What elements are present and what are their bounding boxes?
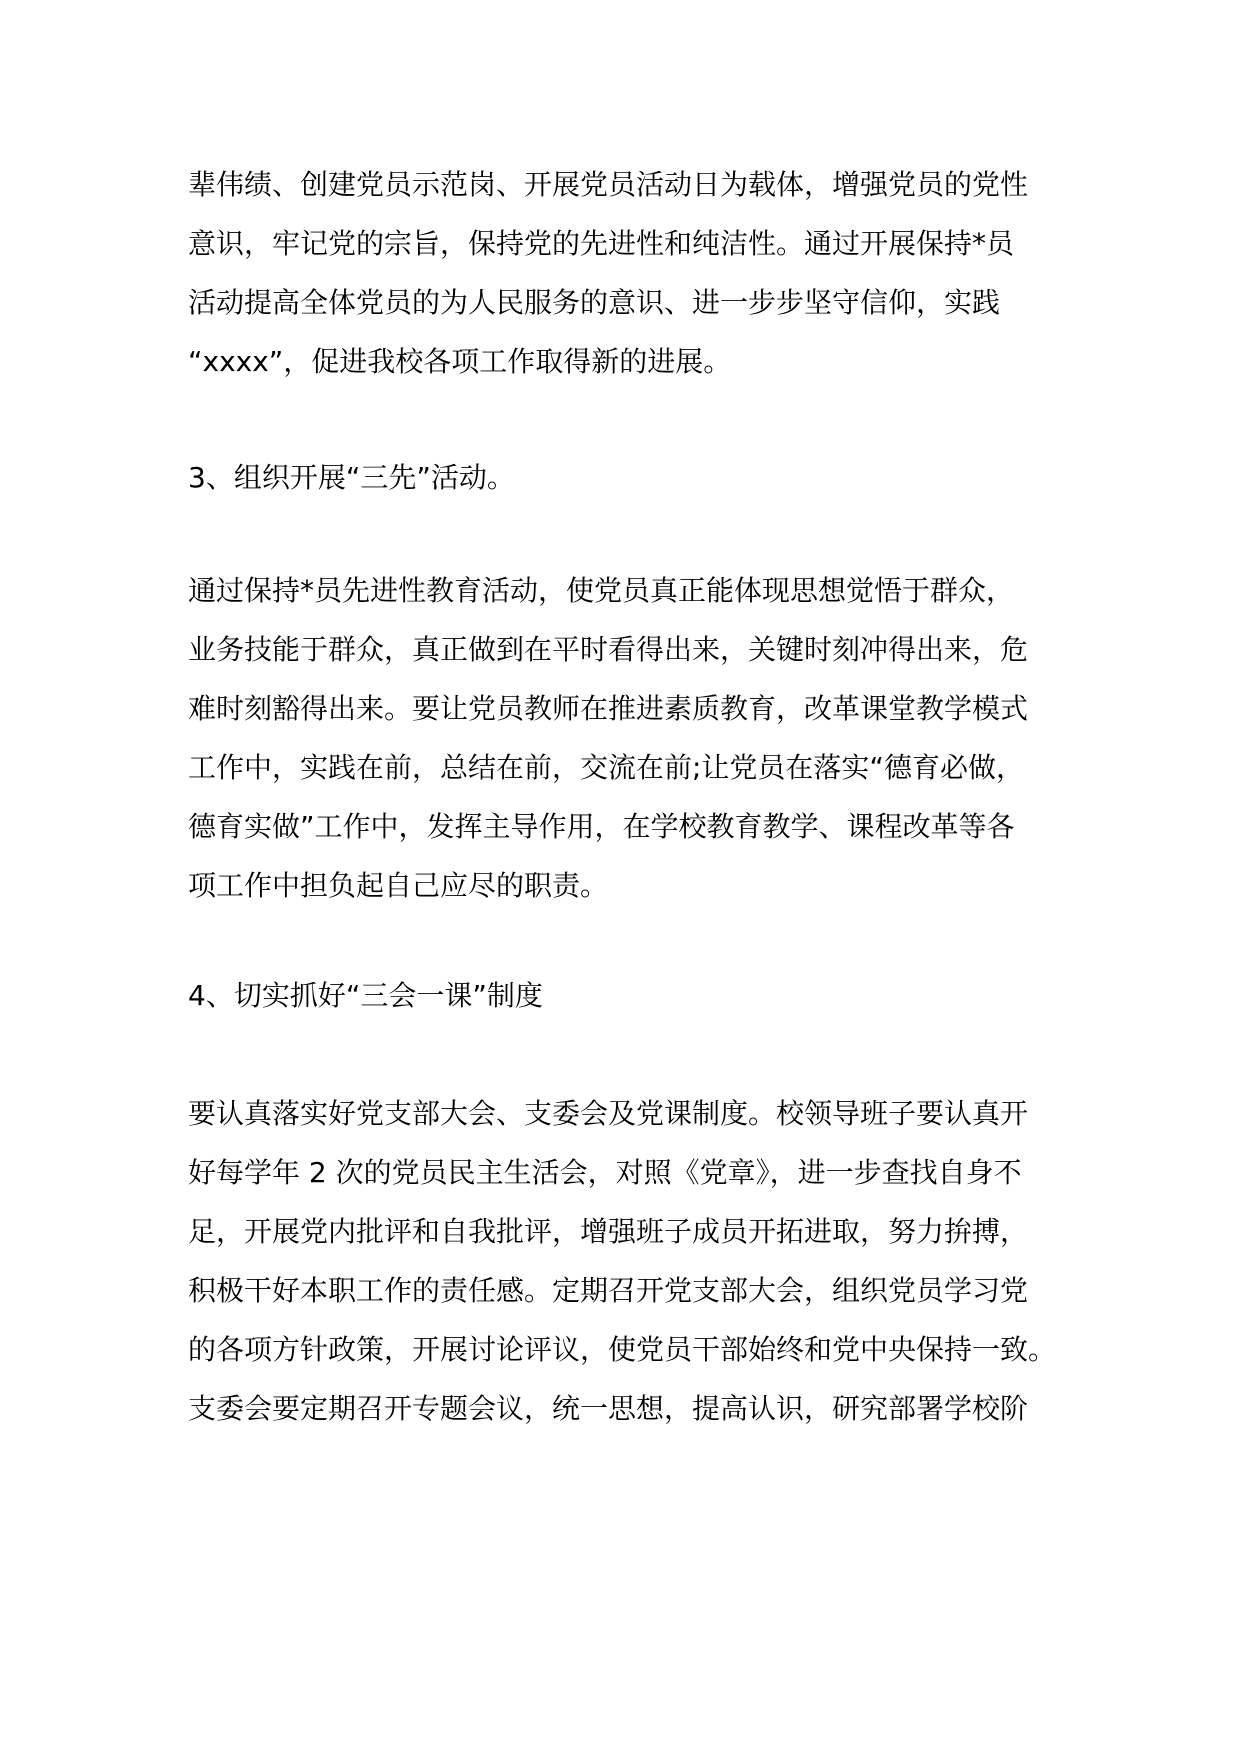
- paragraph-line: 足，开展党内批评和自我批评，增强班子成员开拓进取，努力拚搏，: [188, 1215, 1029, 1248]
- paragraph-line: 好每学年 2 次的党员民主生活会，对照《党章》，进一步查找自身不: [188, 1156, 1022, 1189]
- heading-text: 4、切实抓好“三会一课”制度: [188, 979, 543, 1012]
- heading-text: 3、组织开展“三先”活动。: [188, 461, 515, 494]
- paragraph-line: 德育实做”工作中，发挥主导作用，在学校教育教学、课程改革等各: [188, 810, 1015, 843]
- paragraph-line: 辈伟绩、创建党员示范岗、开展党员活动日为载体，增强党员的党性: [188, 168, 1029, 201]
- paragraph-line: 支委会要定期召开专题会议，统一思想，提高认识，研究部署学校阶: [188, 1392, 1029, 1425]
- paragraph-line: 业务技能于群众，真正做到在平时看得出来，关键时刻冲得出来，危: [188, 633, 1029, 666]
- paragraph-line: 难时刻豁得出来。要让党员教师在推进素质教育，改革课堂教学模式: [188, 692, 1029, 725]
- paragraph-line: 活动提高全体党员的为人民服务的意识、进一步步坚守信仰，实践: [188, 286, 1001, 319]
- paragraph-line: 工作中，实践在前，总结在前，交流在前;让党员在落实“德育必做，: [188, 751, 1024, 784]
- paragraph-line: 的各项方针政策，开展讨论评议，使党员干部始终和党中央保持一致。: [188, 1333, 1057, 1366]
- paragraph-line: 要认真落实好党支部大会、支委会及党课制度。校领导班子要认真开: [188, 1097, 1029, 1130]
- paragraph-line: 项工作中担负起自己应尽的职责。: [188, 869, 609, 902]
- paragraph-line: “xxxx”，促进我校各项工作取得新的进展。: [188, 345, 732, 378]
- paragraph-line: 意识，牢记党的宗旨，保持党的先进性和纯洁性。通过开展保持*员: [188, 227, 1015, 260]
- paragraph-line: 通过保持*员先进性教育活动，使党员真正能体现思想觉悟于群众，: [188, 574, 1015, 607]
- paragraph-line: 积极干好本职工作的责任感。定期召开党支部大会，组织党员学习党: [188, 1274, 1029, 1307]
